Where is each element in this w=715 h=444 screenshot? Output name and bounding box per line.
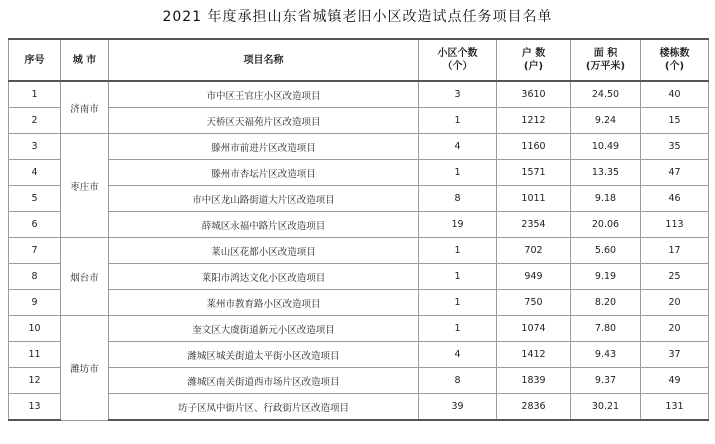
cell-seq: 5 (9, 186, 61, 212)
cell-households: 1839 (497, 368, 571, 394)
cell-area: 8.20 (571, 290, 641, 316)
cell-buildings: 25 (641, 264, 709, 290)
cell-seq: 3 (9, 134, 61, 160)
table-row (9, 160, 709, 186)
cell-project: 莱山区花都小区改造项目 (109, 238, 419, 264)
cell-project: 市中区王官庄小区改造项目 (109, 81, 419, 108)
cell-city-weifang: 潍坊市 (61, 316, 109, 421)
cell-buildings: 40 (641, 81, 709, 108)
cell-area: 9.19 (571, 264, 641, 290)
header-area (571, 39, 641, 81)
cell-households: 2836 (497, 394, 571, 421)
header-area-line2: (万平米) (585, 61, 626, 72)
cell-seq: 9 (9, 290, 61, 316)
table-row (9, 394, 709, 421)
cell-households: 1412 (497, 342, 571, 368)
header-count-line2: （个） (442, 61, 473, 72)
cell-households: 1212 (497, 108, 571, 134)
table-row (9, 186, 709, 212)
table-row (9, 134, 709, 160)
cell-households: 1571 (497, 160, 571, 186)
cell-area: 9.43 (571, 342, 641, 368)
cell-households: 949 (497, 264, 571, 290)
cell-buildings: 46 (641, 186, 709, 212)
table-row (9, 368, 709, 394)
cell-count: 1 (419, 316, 497, 342)
cell-project: 滕州市杏坛片区改造项目 (109, 160, 419, 186)
cell-project: 市中区龙山路街道大片区改造项目 (109, 186, 419, 212)
cell-households: 1011 (497, 186, 571, 212)
table-row (9, 212, 709, 238)
cell-households: 750 (497, 290, 571, 316)
cell-count: 19 (419, 212, 497, 238)
cell-seq: 1 (9, 81, 61, 108)
table-row (9, 238, 709, 264)
cell-area: 9.24 (571, 108, 641, 134)
cell-area: 9.37 (571, 368, 641, 394)
cell-buildings: 131 (641, 394, 709, 421)
cell-count: 4 (419, 134, 497, 160)
cell-project: 奎文区大虞街道新元小区改造项目 (109, 316, 419, 342)
cell-buildings: 37 (641, 342, 709, 368)
cell-area: 9.18 (571, 186, 641, 212)
header-project: 项目名称 (109, 39, 419, 81)
cell-area: 10.49 (571, 134, 641, 160)
cell-count: 1 (419, 290, 497, 316)
cell-project: 坊子区凤中街片区、行政街片区改造项目 (109, 394, 419, 421)
cell-households: 702 (497, 238, 571, 264)
table-row (9, 290, 709, 316)
page-title: 2021 年度承担山东省城镇老旧小区改造试点任务项目名单 (162, 9, 553, 25)
header-buildings-line2: (个) (664, 61, 685, 72)
cell-city-jinan: 济南市 (61, 81, 109, 134)
cell-households: 1074 (497, 316, 571, 342)
cell-area: 20.06 (571, 212, 641, 238)
header-households (497, 39, 571, 81)
header-area-line1: 面 积 (593, 48, 618, 59)
cell-buildings: 20 (641, 290, 709, 316)
cell-seq: 6 (9, 212, 61, 238)
cell-buildings: 20 (641, 316, 709, 342)
cell-project: 潍城区城关街道太平街小区改造项目 (109, 342, 419, 368)
project-table (8, 38, 709, 421)
header-buildings (641, 39, 709, 81)
cell-area: 30.21 (571, 394, 641, 421)
table-row (9, 81, 709, 108)
cell-count: 1 (419, 264, 497, 290)
cell-seq: 7 (9, 238, 61, 264)
cell-project: 莱州市教育路小区改造项目 (109, 290, 419, 316)
table-row (9, 342, 709, 368)
cell-buildings: 35 (641, 134, 709, 160)
cell-households: 2354 (497, 212, 571, 238)
cell-seq: 8 (9, 264, 61, 290)
cell-count: 8 (419, 368, 497, 394)
header-buildings-line1: 楼栋数 (659, 48, 690, 59)
cell-buildings: 47 (641, 160, 709, 186)
cell-buildings: 17 (641, 238, 709, 264)
cell-seq: 4 (9, 160, 61, 186)
cell-area: 13.35 (571, 160, 641, 186)
cell-seq: 13 (9, 394, 61, 421)
cell-seq: 11 (9, 342, 61, 368)
header-count (419, 39, 497, 81)
cell-buildings: 15 (641, 108, 709, 134)
cell-seq: 10 (9, 316, 61, 342)
cell-project: 莱阳市鸿达文化小区改造项目 (109, 264, 419, 290)
cell-project: 天桥区天福苑片区改造项目 (109, 108, 419, 134)
header-households-line2: (户) (523, 61, 544, 72)
cell-project: 滕州市前进片区改造项目 (109, 134, 419, 160)
cell-count: 1 (419, 160, 497, 186)
cell-area: 5.60 (571, 238, 641, 264)
cell-count: 1 (419, 238, 497, 264)
cell-city-zaozhuang: 枣庄市 (61, 134, 109, 238)
table-row (9, 316, 709, 342)
header-count-line1: 小区个数 (437, 48, 478, 59)
table-row (9, 264, 709, 290)
cell-count: 4 (419, 342, 497, 368)
cell-project: 薛城区永福中路片区改造项目 (109, 212, 419, 238)
cell-count: 8 (419, 186, 497, 212)
cell-buildings: 49 (641, 368, 709, 394)
cell-city-yantai: 烟台市 (61, 238, 109, 316)
cell-buildings: 113 (641, 212, 709, 238)
header-seq: 序号 (9, 39, 61, 81)
cell-count: 1 (419, 108, 497, 134)
cell-count: 39 (419, 394, 497, 421)
header-households-line1: 户 数 (521, 48, 546, 59)
header-city: 城 市 (61, 39, 109, 81)
cell-seq: 12 (9, 368, 61, 394)
cell-area: 24.50 (571, 81, 641, 108)
header-row (9, 39, 709, 81)
cell-project: 潍城区南关街道西市场片区改造项目 (109, 368, 419, 394)
cell-households: 3610 (497, 81, 571, 108)
table-row (9, 108, 709, 134)
cell-households: 1160 (497, 134, 571, 160)
cell-area: 7.80 (571, 316, 641, 342)
cell-seq: 2 (9, 108, 61, 134)
cell-count: 3 (419, 81, 497, 108)
